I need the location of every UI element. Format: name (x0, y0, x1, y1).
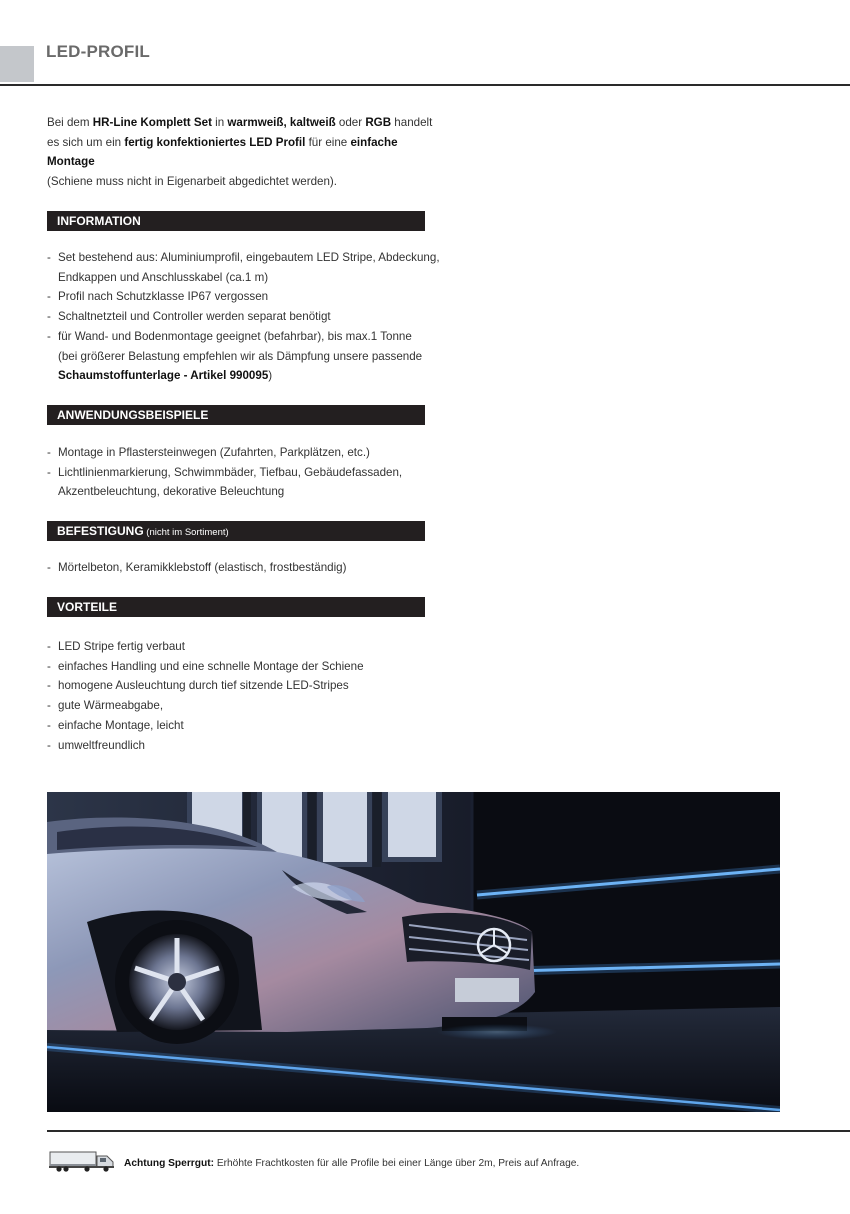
list-item: - Lichtlinienmarkierung, Schwimmbäder, Tiefbau, Gebäudefassaden, Akzentbeleuchtung, dekorative Beleuchtung (47, 465, 403, 499)
intro-paragraph (47, 113, 437, 191)
intro-text-5: für eine (305, 135, 351, 149)
list-item: - LED Stripe fertig verbaut (47, 640, 185, 653)
section-header-information: INFORMATION (47, 211, 425, 231)
section-header-anwendungsbeispiele: ANWENDUNGSBEISPIELE (47, 405, 425, 425)
freight-note (124, 1158, 579, 1169)
list-item: - einfache Montage, leicht (47, 718, 184, 732)
intro-rgb: RGB (365, 116, 392, 129)
list-item: - Montage in Pflastersteinwegen (Zufahrten, Parkplätzen, etc.) (47, 446, 370, 459)
article-reference: Schaumstoffunterlage - Artikel 990095 (58, 369, 269, 383)
freight-note-label: Achtung Sperrgut: (124, 1158, 214, 1169)
list-item: - Mörtelbeton, Keramikklebstoff (elastisch, frostbeständig) (47, 561, 347, 574)
footer-divider (47, 1130, 850, 1132)
page-title: LED-PROFIL (46, 42, 150, 61)
vorteile-list (47, 637, 437, 755)
freight-note-text: Erhöhte Frachtkosten für alle Profile bei einer Länge über 2m, Preis auf Anfrage. (213, 1158, 580, 1169)
intro-product-name: HR-Line Komplett Set (92, 116, 212, 129)
list-item: - homogene Ausleuchtung durch tief sitzende LED-Stripes (47, 679, 349, 693)
intro-profile: fertig konfektioniertes LED Profil (124, 135, 306, 149)
intro-text-2: in (211, 116, 228, 129)
intro-text-4: handelt es sich um ein (47, 116, 433, 149)
intro-colors: warmweiß, kaltweiß (227, 116, 336, 129)
list-item: - Schaltnetzteil und Controller werden separat benötigt (47, 310, 331, 324)
intro-text-6: (Schiene muss nicht in Eigenarbeit abgedichtet werden). (47, 174, 338, 188)
list-item: - gute Wärmeabgabe, (47, 699, 164, 713)
header-tab-marker (0, 46, 34, 82)
list-item: - Set bestehend aus: Aluminiumprofil, eingebautem LED Stripe, Abdeckung, Endkappen und Anschlusskabel (ca.1 m) (47, 251, 440, 284)
intro-mounting: einfache Montage (47, 135, 398, 168)
section-header-vorteile: VORTEILE (47, 597, 425, 617)
intro-text-3: oder (335, 116, 366, 129)
list-item: - für Wand- und Bodenmontage geeignet (befahrbar), bis max.1 Tonne (bei größerer Belastung empfehlen wir als Dämpfung unsere passende Schaumstoffunterlage - Artikel 990095) (47, 329, 423, 383)
header-divider (0, 84, 850, 86)
befestigung-list (47, 558, 437, 578)
intro-text-1: Bei dem (47, 116, 93, 129)
list-item: - einfaches Handling und eine schnelle Montage der Schiene (47, 659, 364, 673)
car-photo (47, 792, 780, 1112)
truck-icon (49, 1150, 115, 1172)
list-item: - Profil nach Schutzklasse IP67 vergossen (47, 290, 269, 304)
section-header-befestigung: BEFESTIGUNG (nicht im Sortiment) (47, 521, 425, 541)
section-header-note: (nicht im Sortiment) (143, 527, 229, 538)
anwendung-list (47, 443, 437, 502)
information-list (47, 248, 440, 386)
list-item: - umweltfreundlich (47, 738, 145, 752)
